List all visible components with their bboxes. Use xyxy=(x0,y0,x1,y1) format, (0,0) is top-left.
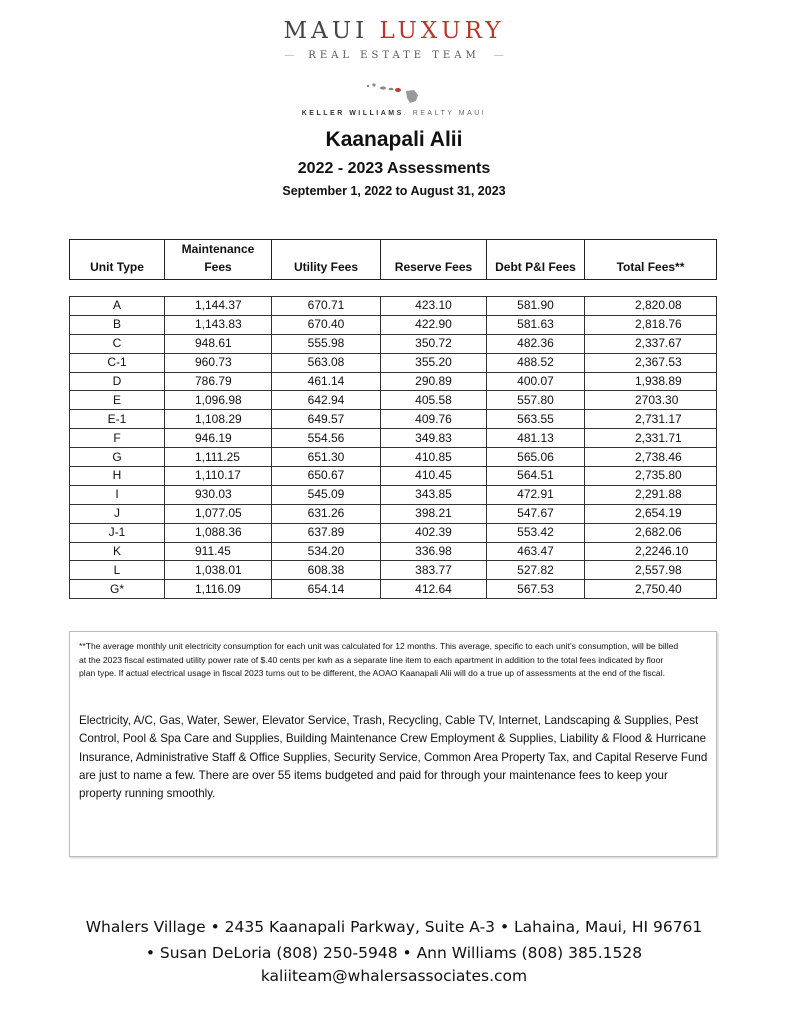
unit-type-cell: C-1 xyxy=(70,353,165,372)
table-row xyxy=(70,448,717,467)
brand-logo-title xyxy=(0,18,788,44)
maintenance-fee-cell: 1,077.05 xyxy=(165,504,272,523)
total-fee-cell: 2,682.06 xyxy=(585,523,717,542)
total-fee-cell: 2703.30 xyxy=(585,391,717,410)
reserve-fee-cell: 336.98 xyxy=(381,542,487,561)
total-fee-cell: 2,738.46 xyxy=(585,448,717,467)
reserve-fee-cell: 410.45 xyxy=(381,467,487,486)
unit-type-cell: E xyxy=(70,391,165,410)
debt-fee-cell: 463.47 xyxy=(487,542,585,561)
maintenance-fee-cell: 948.61 xyxy=(165,334,272,353)
total-fee-cell: 2,750.40 xyxy=(585,580,717,599)
brokerage-office: . REALTY MAUI xyxy=(403,110,487,117)
reserve-fee-cell: 410.85 xyxy=(381,448,487,467)
utility-fee-cell: 608.38 xyxy=(272,561,381,580)
subtitle-dash-right: — xyxy=(493,50,504,61)
maintenance-fee-cell: 1,088.36 xyxy=(165,523,272,542)
footer-contacts: • Susan DeLoria (808) 250-5948 • Ann Williams (808) 385.1528 xyxy=(145,944,643,962)
reserve-fee-cell: 349.83 xyxy=(381,429,487,448)
table-row xyxy=(70,372,717,391)
table-row xyxy=(70,429,717,448)
maintenance-fee-cell: 786.79 xyxy=(165,372,272,391)
header-total-fees: Total Fees** xyxy=(585,240,717,280)
unit-type-cell: D xyxy=(70,372,165,391)
debt-fee-cell: 553.42 xyxy=(487,523,585,542)
unit-type-cell: C xyxy=(70,334,165,353)
unit-type-cell: G* xyxy=(70,580,165,599)
subtitle-dash-left: — xyxy=(284,50,295,61)
utility-fee-cell: 554.56 xyxy=(272,429,381,448)
maintenance-fee-cell: 1,116.09 xyxy=(165,580,272,599)
debt-fee-cell: 488.52 xyxy=(487,353,585,372)
reserve-fee-cell: 405.58 xyxy=(381,391,487,410)
total-fee-cell: 2,331.71 xyxy=(585,429,717,448)
total-fee-cell: 2,557.98 xyxy=(585,561,717,580)
utility-fee-cell: 649.57 xyxy=(272,410,381,429)
unit-type-cell: B xyxy=(70,315,165,334)
included-services-text: Electricity, A/C, Gas, Water, Sewer, Elevator Service, Trash, Recycling, Cable TV, Internet, Landscaping & Supplies, Pest Control, Pool & Spa Care and Supplies, Building Maintenance Crew Employment & Supplies, Liability & Flood & Hurricane Insurance, Administrative Staff & Office Supplies, Security Service, Common Area Property Tax, and Capital Reserve Fund are just to name a few. There are over 55 items budgeted and paid for through your maintenance fees to keep your property running smoothly. xyxy=(79,713,708,801)
utility-fee-cell: 650.67 xyxy=(272,467,381,486)
unit-type-cell: E-1 xyxy=(70,410,165,429)
total-fee-cell: 2,2246.10 xyxy=(585,542,717,561)
debt-fee-cell: 472.91 xyxy=(487,485,585,504)
unit-type-cell: H xyxy=(70,467,165,486)
total-fee-cell: 2,735.80 xyxy=(585,467,717,486)
total-fee-cell: 2,367.53 xyxy=(585,353,717,372)
debt-fee-cell: 400.07 xyxy=(487,372,585,391)
table-row xyxy=(70,467,717,486)
reserve-fee-cell: 350.72 xyxy=(381,334,487,353)
electricity-footnote: **The average monthly unit electricity consumption for each unit was calculated for 12 months. This average, specific to each unit’s consumption, will be billed at the 2023 fiscal estimated utility power rate of $.40 cents per kwh as a separate line item to each apartment in addition to the total fees indicated by floor plan type. If actual electrical usage in fiscal 2023 turns out to be different, the AOAO Kaanapali Alii will do a true up of assessments at the end of the fiscal. xyxy=(79,641,679,679)
utility-fee-cell: 461.14 xyxy=(272,372,381,391)
utility-fee-cell: 631.26 xyxy=(272,504,381,523)
unit-type-cell: A xyxy=(70,297,165,316)
maintenance-fee-cell: 1,038.01 xyxy=(165,561,272,580)
header-debt-fees: Debt P&I Fees xyxy=(487,240,585,280)
unit-type-cell: J-1 xyxy=(70,523,165,542)
table-row xyxy=(70,391,717,410)
utility-fee-cell: 654.14 xyxy=(272,580,381,599)
unit-type-cell: F xyxy=(70,429,165,448)
brand-word-maui: MAUI xyxy=(283,18,380,44)
brokerage-name: KELLER WILLIAMS xyxy=(301,110,404,117)
maintenance-fee-cell: 930.03 xyxy=(165,485,272,504)
utility-fee-cell: 670.40 xyxy=(272,315,381,334)
maintenance-fee-cell: 1,110.17 xyxy=(165,467,272,486)
brand-word-luxury: LUXURY xyxy=(379,18,505,44)
assessment-period: September 1, 2022 to August 31, 2023 xyxy=(282,184,506,198)
maintenance-fee-cell: 1,143.83 xyxy=(165,315,272,334)
utility-fee-cell: 642.94 xyxy=(272,391,381,410)
debt-fee-cell: 527.82 xyxy=(487,561,585,580)
total-fee-cell: 2,818.76 xyxy=(585,315,717,334)
reserve-fee-cell: 290.89 xyxy=(381,372,487,391)
table-row xyxy=(70,580,717,599)
debt-fee-cell: 581.63 xyxy=(487,315,585,334)
reserve-fee-cell: 423.10 xyxy=(381,297,487,316)
utility-fee-cell: 563.08 xyxy=(272,353,381,372)
header-maintenance-fees: Maintenance Fees xyxy=(165,240,272,280)
debt-fee-cell: 547.67 xyxy=(487,504,585,523)
debt-fee-cell: 482.36 xyxy=(487,334,585,353)
header-unit-type: Unit Type xyxy=(70,240,165,280)
property-title: Kaanapali Alii xyxy=(325,128,463,151)
maintenance-fee-cell: 911.45 xyxy=(165,542,272,561)
table-row xyxy=(70,297,717,316)
header-utility-fees: Utility Fees xyxy=(272,240,381,280)
unit-type-cell: K xyxy=(70,542,165,561)
table-row xyxy=(70,561,717,580)
footer-address: Whalers Village • 2435 Kaanapali Parkway, Suite A-3 • Lahaina, Maui, HI 96761 xyxy=(85,918,703,936)
maintenance-fee-cell: 1,111.25 xyxy=(165,448,272,467)
table-row xyxy=(70,334,717,353)
maintenance-fee-cell: 960.73 xyxy=(165,353,272,372)
unit-type-cell: G xyxy=(70,448,165,467)
fees-table-header xyxy=(69,239,717,280)
table-row xyxy=(70,542,717,561)
unit-type-cell: I xyxy=(70,485,165,504)
debt-fee-cell: 565.06 xyxy=(487,448,585,467)
table-row xyxy=(70,504,717,523)
reserve-fee-cell: 398.21 xyxy=(381,504,487,523)
total-fee-cell: 2,291.88 xyxy=(585,485,717,504)
maintenance-fee-cell: 1,144.37 xyxy=(165,297,272,316)
utility-fee-cell: 555.98 xyxy=(272,334,381,353)
debt-fee-cell: 567.53 xyxy=(487,580,585,599)
reserve-fee-cell: 409.76 xyxy=(381,410,487,429)
footer-email: kaliiteam@whalersassociates.com xyxy=(260,967,528,985)
utility-fee-cell: 534.20 xyxy=(272,542,381,561)
reserve-fee-cell: 343.85 xyxy=(381,485,487,504)
reserve-fee-cell: 422.90 xyxy=(381,315,487,334)
debt-fee-cell: 481.13 xyxy=(487,429,585,448)
maintenance-fee-cell: 1,096.98 xyxy=(165,391,272,410)
header-reserve-fees: Reserve Fees xyxy=(381,240,487,280)
table-row xyxy=(70,485,717,504)
table-row xyxy=(70,410,717,429)
total-fee-cell: 2,820.08 xyxy=(585,297,717,316)
maintenance-fee-cell: 946.19 xyxy=(165,429,272,448)
table-row xyxy=(70,315,717,334)
fees-table xyxy=(69,296,717,599)
total-fee-cell: 1,938.89 xyxy=(585,372,717,391)
utility-fee-cell: 651.30 xyxy=(272,448,381,467)
assessments-title: 2022 - 2023 Assessments xyxy=(297,160,491,177)
table-row xyxy=(70,523,717,542)
unit-type-cell: J xyxy=(70,504,165,523)
notes-box xyxy=(69,631,717,857)
total-fee-cell: 2,654.19 xyxy=(585,504,717,523)
debt-fee-cell: 563.55 xyxy=(487,410,585,429)
brand-logo-subtitle xyxy=(0,50,788,61)
maintenance-fee-cell: 1,108.29 xyxy=(165,410,272,429)
debt-fee-cell: 581.90 xyxy=(487,297,585,316)
utility-fee-cell: 670.71 xyxy=(272,297,381,316)
table-row xyxy=(70,353,717,372)
total-fee-cell: 2,337.67 xyxy=(585,334,717,353)
reserve-fee-cell: 355.20 xyxy=(381,353,487,372)
reserve-fee-cell: 402.39 xyxy=(381,523,487,542)
brokerage-line xyxy=(0,110,788,117)
reserve-fee-cell: 383.77 xyxy=(381,561,487,580)
debt-fee-cell: 564.51 xyxy=(487,467,585,486)
utility-fee-cell: 545.09 xyxy=(272,485,381,504)
debt-fee-cell: 557.80 xyxy=(487,391,585,410)
total-fee-cell: 2,731.17 xyxy=(585,410,717,429)
hawaii-islands-icon xyxy=(364,82,424,104)
utility-fee-cell: 637.89 xyxy=(272,523,381,542)
reserve-fee-cell: 412.64 xyxy=(381,580,487,599)
brand-subtitle-text: REAL ESTATE TEAM xyxy=(308,50,480,61)
unit-type-cell: L xyxy=(70,561,165,580)
